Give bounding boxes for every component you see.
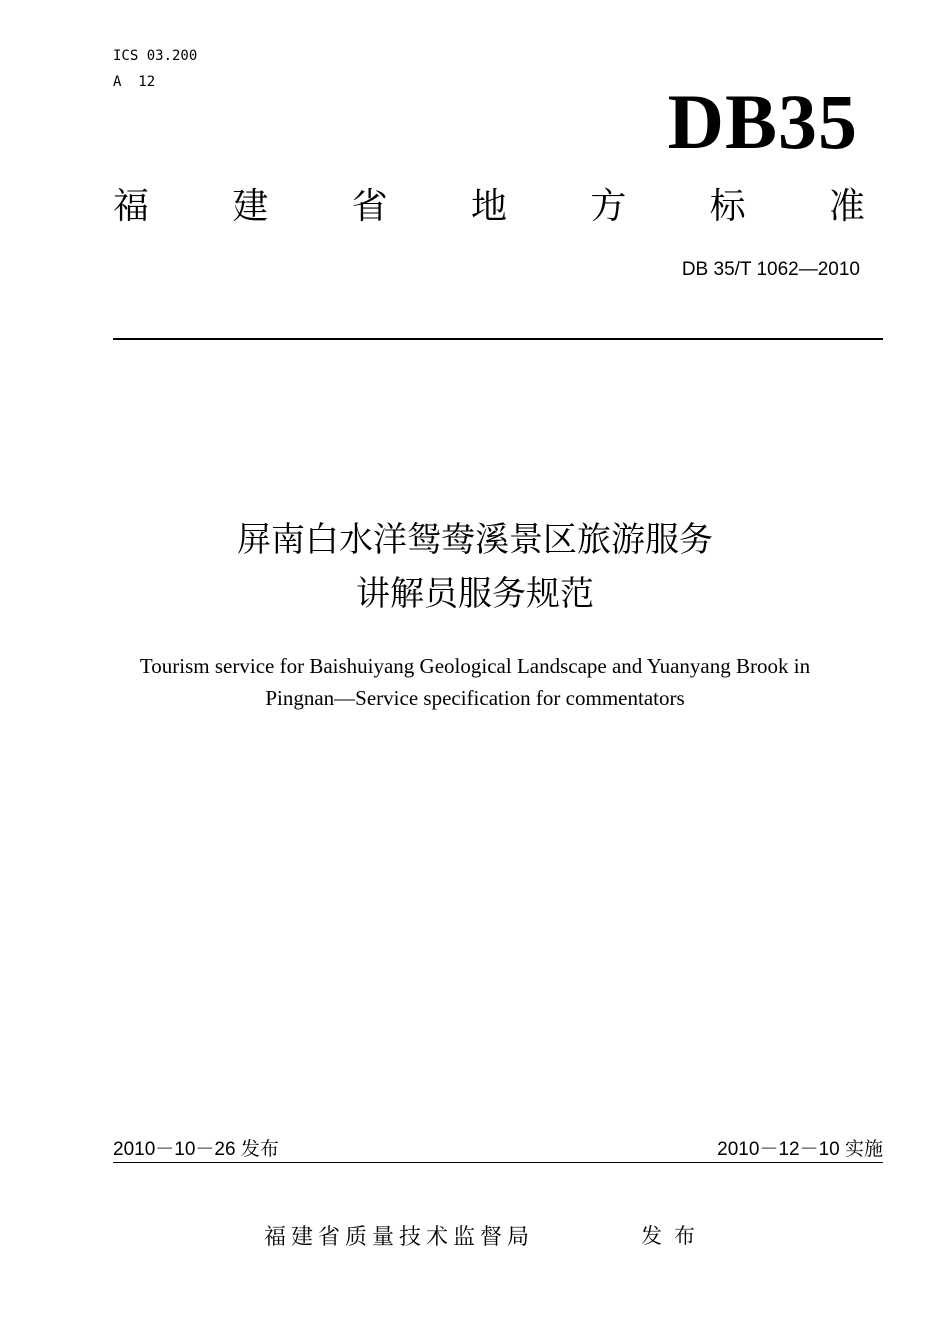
standard-type-char: 福 [113, 186, 150, 227]
title-english-line-1: Tourism service for Baishuiyang Geological Landscape and Yuanyang Brook in [139, 654, 811, 678]
issue-label: 发布 [641, 1224, 707, 1248]
top-divider [113, 338, 883, 340]
standard-type-char: 准 [828, 186, 865, 227]
implement-date: 2010－12－10 实施 [717, 1139, 883, 1160]
classification-code: A 12 [113, 74, 156, 90]
standard-type-heading [113, 185, 865, 229]
ics-code: ICS 03.200 [113, 48, 198, 64]
title-english-line-2: Pingnan—Service specification for commentators [265, 686, 685, 710]
publish-date: 2010－10－26 发布 [113, 1139, 279, 1160]
standard-type-char: 省 [351, 186, 388, 227]
standard-type-char: 地 [470, 186, 507, 227]
standard-type-char: 标 [709, 186, 746, 227]
title-chinese-line-2: 讲解员服务规范 [356, 574, 594, 614]
standard-type-char: 方 [590, 186, 627, 227]
standard-type-char: 建 [232, 186, 269, 227]
issuing-authority: 福建省质量技术监督局 [264, 1225, 535, 1250]
db-mark: DB35 [667, 78, 858, 165]
standard-number: DB 35/T 1062—2010 [681, 259, 860, 280]
bottom-divider [113, 1162, 883, 1163]
title-chinese-line-1: 屏南白水洋鸳鸯溪景区旅游服务 [237, 520, 713, 560]
